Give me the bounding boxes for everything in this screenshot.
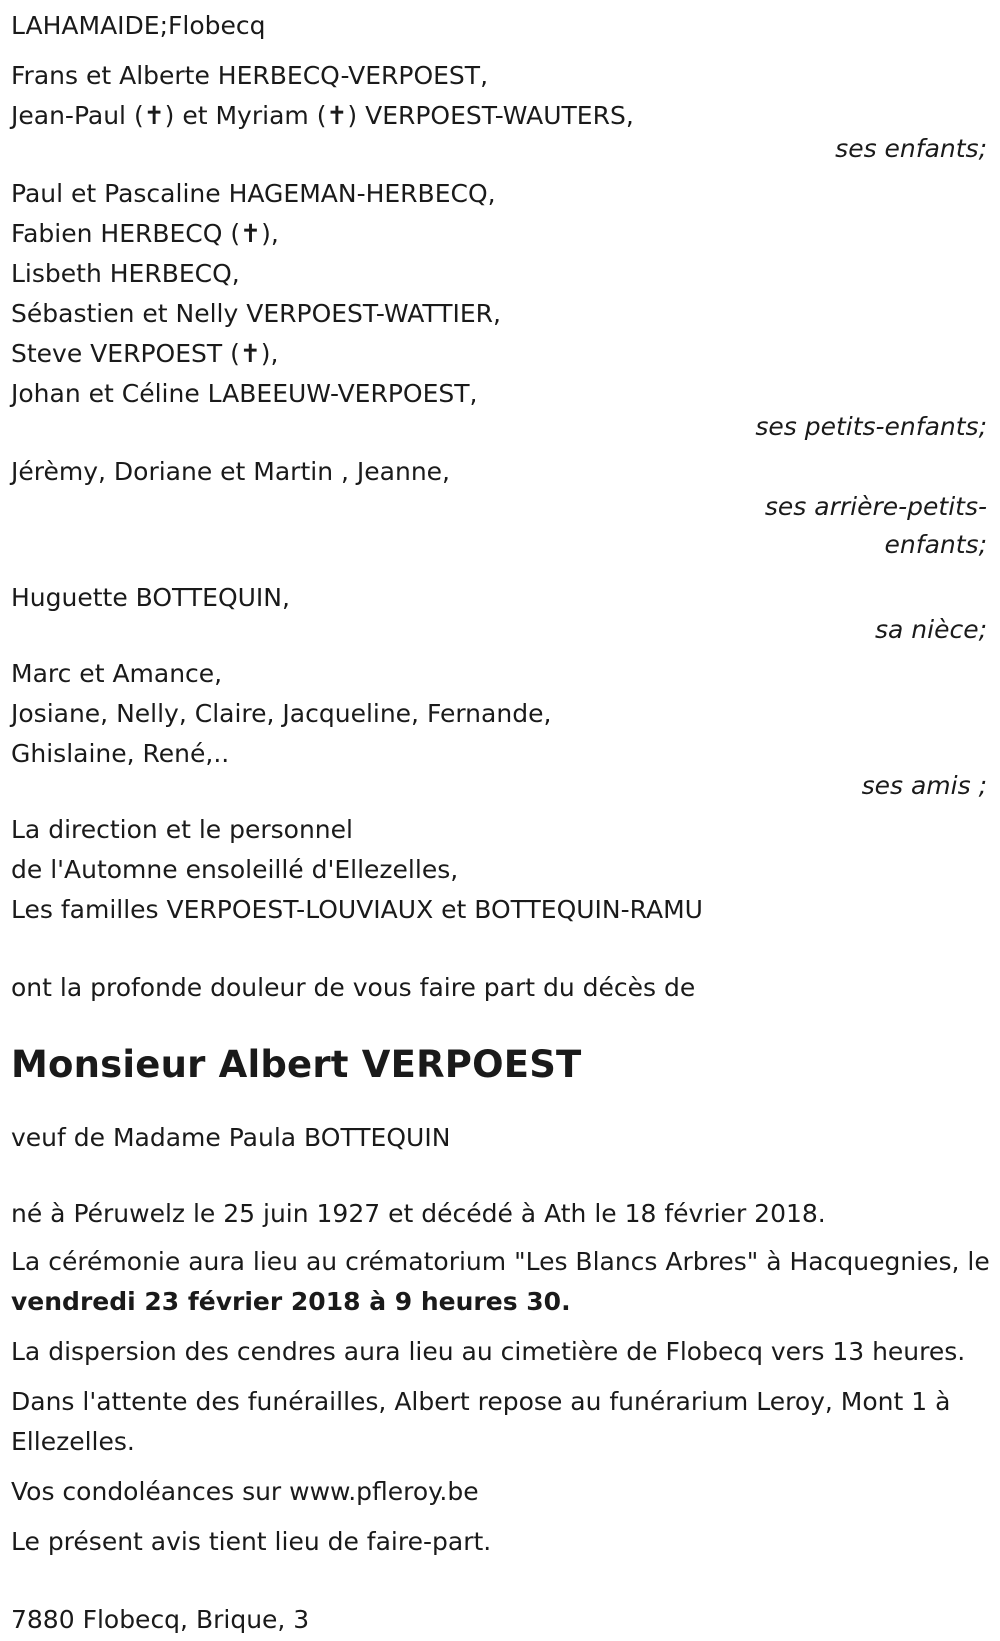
- other-name: de l'Automne ensoleillé d'Ellezelles,: [11, 855, 459, 884]
- other-name: Les familles VERPOEST-LOUVIAUX et BOTTEQUIN-RAMU: [11, 895, 703, 924]
- others-group: [11, 810, 991, 930]
- child-name: Jean-Paul (✝) et Myriam (✝) VERPOEST-WAUTERS,: [11, 101, 634, 130]
- ceremony-text-plain: La cérémonie aura lieu au crématorium "Les Blancs Arbres" à Hacquegnies, le: [11, 1247, 990, 1276]
- deceased-name: Monsieur Albert VERPOEST: [11, 1043, 582, 1086]
- dispersion-text: La dispersion des cendres aura lieu au cimetière de Flobecq vers 13 heures.: [11, 1337, 966, 1366]
- widower-text: veuf de Madame Paula BOTTEQUIN: [11, 1123, 451, 1152]
- friend-name: Josiane, Nelly, Claire, Jacqueline, Fernande,: [11, 699, 552, 728]
- child-name: Frans et Alberte HERBECQ-VERPOEST,: [11, 61, 489, 90]
- grandchild-name: Johan et Céline LABEEUW-VERPOEST,: [11, 379, 478, 408]
- grandchild-name: Steve VERPOEST (✝),: [11, 339, 279, 368]
- grandchildren-group: [11, 174, 991, 452]
- niece-role: sa nièce;: [874, 615, 987, 644]
- other-name: La direction et le personnel: [11, 815, 353, 844]
- ceremony-text: [11, 1242, 991, 1322]
- great-grandchildren-role: ses arrière-petits-enfants;: [764, 492, 987, 559]
- rest-text: Dans l'attente des funérailles, Albert repose au funérarium Leroy, Mont 1 à Ellezelles.: [11, 1387, 951, 1456]
- ceremony-date: vendredi 23 février 2018 à 9 heures 30.: [11, 1287, 571, 1316]
- niece-name: Huguette BOTTEQUIN,: [11, 583, 290, 612]
- birth-death-text: né à Péruwelz le 25 juin 1927 et décédé à Ath le 18 février 2018.: [11, 1199, 826, 1228]
- condolences-text: Vos condoléances sur www.pfleroy.be: [11, 1477, 479, 1506]
- header-places: LAHAMAIDE;Flobecq: [11, 11, 266, 40]
- friend-name: Marc et Amance,: [11, 659, 223, 688]
- friends-role: ses amis ;: [861, 771, 987, 800]
- grandchild-name: Fabien HERBECQ (✝),: [11, 219, 279, 248]
- obituary-notice: [11, 6, 991, 1640]
- children-role: ses enfants;: [835, 134, 987, 163]
- grandchild-name: Sébastien et Nelly VERPOEST-WATTIER,: [11, 299, 502, 328]
- children-group: [11, 56, 991, 174]
- niece-group: [11, 578, 991, 642]
- great-grandchildren-group: [11, 452, 991, 564]
- grandchild-name: Lisbeth HERBECQ,: [11, 259, 240, 288]
- grandchildren-role: ses petits-enfants;: [755, 412, 987, 441]
- friend-name: Ghislaine, René,..: [11, 739, 230, 768]
- friends-group: [11, 654, 991, 798]
- address-text: 7880 Flobecq, Brique, 3: [11, 1605, 310, 1634]
- announcement-text: ont la profonde douleur de vous faire part du décès de: [11, 973, 696, 1002]
- grandchild-name: Paul et Pascaline HAGEMAN-HERBECQ,: [11, 179, 496, 208]
- notice-text: Le présent avis tient lieu de faire-part.: [11, 1527, 492, 1556]
- great-grandchild-name: Jérèmy, Doriane et Martin , Jeanne,: [11, 457, 450, 486]
